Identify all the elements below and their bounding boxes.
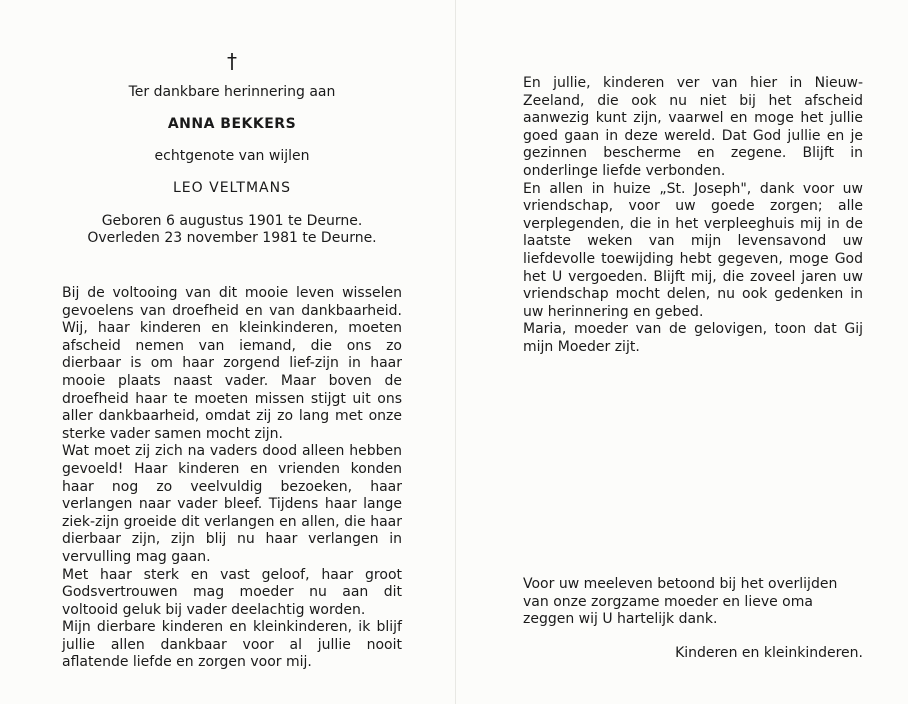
left-paragraph: Wat moet zij zich na vaders dood alleen hebben gevoeld! Haar kinderen en vrienden konden haar nog zo veelvuldig bezoeken, haar verlangen naar vader bleef. Tijdens haar lange ziek-zijn groeide dit verlangen en allen, die haar dierbaar zijn, zijn blij nu haar verlangen in vervulling mag gaan. (62, 443, 402, 565)
death-date: Overleden 23 november 1981 te Deurne. (87, 230, 377, 246)
right-paragraph: Maria, moeder van de gelovigen, toon dat Gij mijn Moeder zijt. (523, 321, 863, 355)
spouse-label: echtgenote van wijlen (154, 148, 310, 164)
left-paragraph: Met haar sterk en vast geloof, haar groot Godsvertrouwen mag moeder nu aan dit voltooid geluk bij vader deelachtig worden. (62, 566, 402, 618)
center-fold (455, 0, 456, 704)
right-paragraph: En jullie, kinderen ver van hier in Nieuw-Zeeland, die ook nu niet bij het afscheid aanwezig kunt zijn, vaarwel en moge het jullie goed gaan in deze wereld. Dat God jullie en je gezinnen bescherme en zegene. Blijft in onderlinge liefde verbonden. (523, 75, 863, 179)
life-dates (62, 213, 402, 247)
right-page (523, 75, 863, 357)
deceased-name: ANNA BEKKERS (167, 116, 297, 132)
thanks-block (523, 576, 863, 661)
thanks-text: Voor uw meeleven betoond bij het overlijden van onze zorgzame moeder en lieve oma zeggen wij U hartelijk dank. (523, 576, 838, 628)
left-paragraph: Bij de voltooing van dit mooie leven wisselen gevoelens van droefheid en van dankbaarheid. Wij, haar kinderen en kleinkinderen, moeten afscheid nemen van iemand, die ons zo dierbaar is om haar zorgend lief-zijn in haar mooie plaats naast vader. Maar boven de droefheid haar te moeten missen stijgt uit ons aller dankbaarheid, omdat zij zo lang met onze sterke vader samen mocht zijn. (62, 285, 402, 442)
spouse-name: LEO VELTMANS (173, 180, 291, 196)
left-paragraph: Mijn dierbare kinderen en kleinkinderen, ik blijf jullie allen dankbaar voor al jullie nooit aflatende liefde en zorgen voor mij. (62, 619, 402, 671)
intro-text: Ter dankbare herinnering aan (128, 84, 336, 100)
left-page (62, 50, 402, 672)
cross-icon: † (227, 49, 237, 73)
birth-date: Geboren 6 augustus 1901 te Deurne. (101, 213, 363, 229)
right-paragraph: En allen in huize „St. Joseph", dank voor uw vriendschap, voor uw goede zorgen; alle verplegenden, die in het verpleeghuis mij in de laatste weken van mijn levensavond uw liefdevolle toewijding hebt gegeven, moge God het U vergoeden. Blijft mij, die zoveel jaren uw vriendschap mocht delen, nu ook gedenken in uw herinnering en gebed. (523, 180, 863, 320)
left-text (62, 285, 402, 672)
signature: Kinderen en kleinkinderen. (675, 644, 863, 661)
